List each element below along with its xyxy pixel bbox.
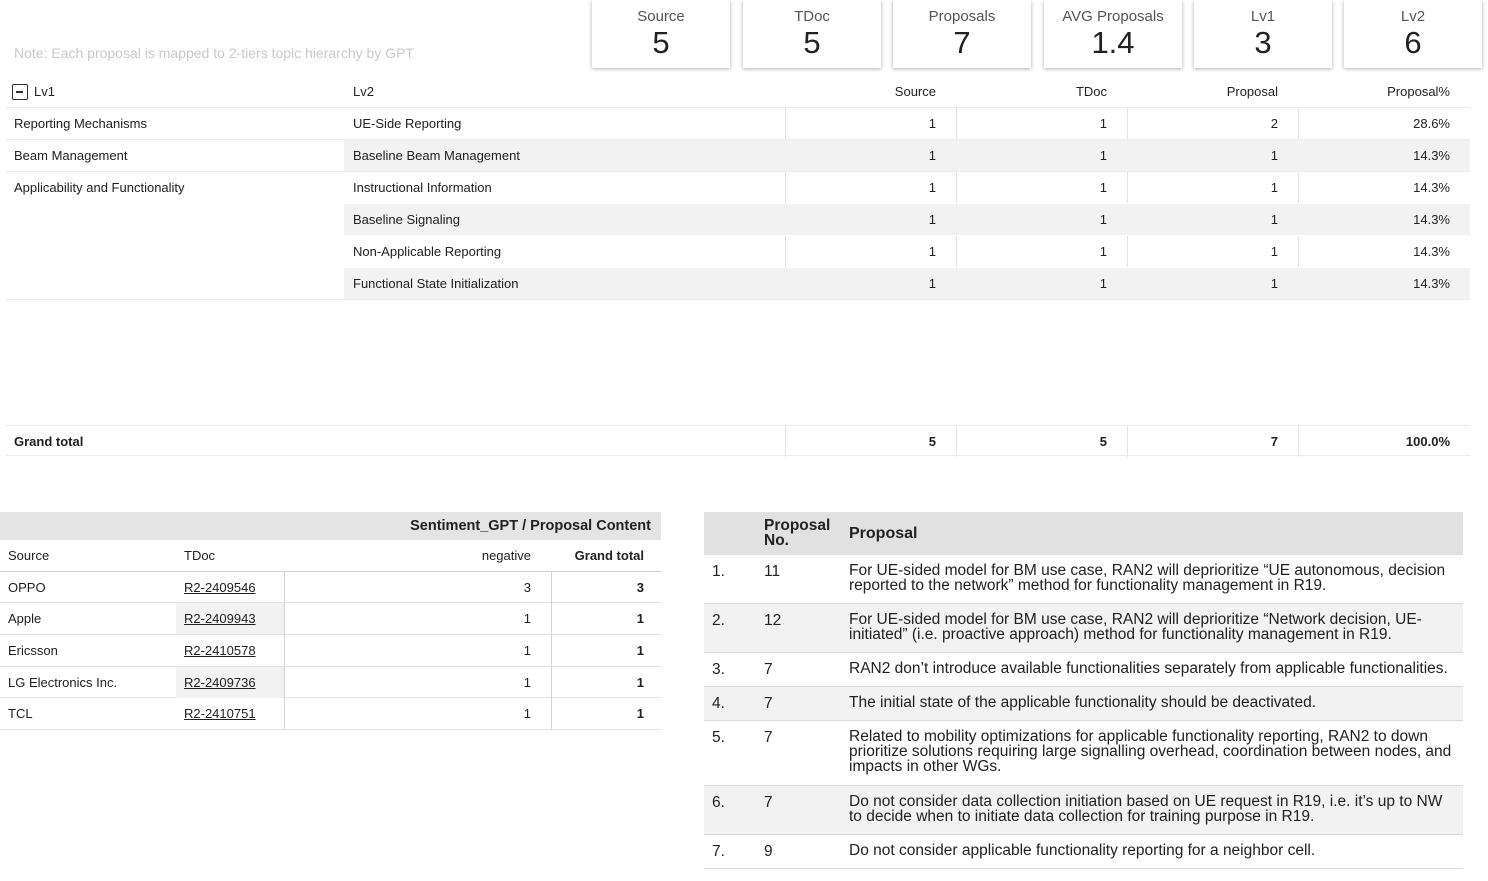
grand-total-label: Grand total <box>14 434 84 449</box>
table-row <box>704 835 1463 869</box>
pivot-cell-lv1 <box>14 268 344 299</box>
kpi-label: Lv1 <box>1250 8 1276 25</box>
pivot-cell-lv2: Baseline Signaling <box>353 212 460 227</box>
header-proposal[interactable]: Proposal <box>849 525 918 542</box>
table-row <box>704 721 1463 786</box>
pivot-row <box>6 108 1470 140</box>
cell-negative: 3 <box>523 579 531 595</box>
pivot-grand-total-row <box>6 426 1470 458</box>
row-index: 4. <box>712 695 725 712</box>
table-row <box>704 555 1463 604</box>
pivot-row <box>6 204 1470 236</box>
proposal-no: 12 <box>764 612 782 629</box>
pivot-cell-source: 1 <box>928 276 936 291</box>
pivot-header-proposal-pct[interactable]: Proposal% <box>1387 84 1450 99</box>
proposal-no: 9 <box>764 843 773 860</box>
pivot-header-proposal[interactable]: Proposal <box>1226 84 1278 99</box>
cell-source: OPPO <box>8 579 46 595</box>
pivot-cell-lv2: Instructional Information <box>353 180 492 195</box>
header-proposal-no-line2: No. <box>764 532 789 549</box>
proposal-text: RAN2 don’t introduce available functionalities separately from applicable functionalities. <box>849 660 1448 677</box>
pivot-cell-proposal-pct: 14.3% <box>1413 180 1450 195</box>
header-proposal-no[interactable] <box>764 518 830 548</box>
cell-negative: 1 <box>523 706 531 722</box>
tdoc-link[interactable]: R2-2409546 <box>184 579 256 595</box>
pivot-header-tdoc[interactable]: TDoc <box>1075 84 1107 99</box>
kpi-value: 6 <box>1404 25 1422 60</box>
proposal-text: Related to mobility optimizations for applicable functionality reporting, RAN2 to down prioritize solutions requiring large signalling overhead, coordination between nodes, and impacts in other WGs. <box>849 728 1452 775</box>
cell-grand-total: 3 <box>636 579 644 595</box>
pivot-cell-proposal: 1 <box>1270 244 1278 259</box>
kpi-card-proposals <box>893 0 1031 68</box>
kpi-card-lv1 <box>1194 0 1332 68</box>
kpi-card-tdoc <box>743 0 881 68</box>
pivot-header-row <box>6 76 1470 108</box>
tdoc-link[interactable]: R2-2410578 <box>184 643 256 659</box>
pivot-cell-source: 1 <box>928 116 936 131</box>
sentiment-header-row <box>0 540 661 572</box>
kpi-label: TDoc <box>794 8 830 25</box>
pivot-cell-tdoc: 1 <box>1099 148 1107 163</box>
pivot-cell-proposal-pct: 14.3% <box>1413 148 1450 163</box>
pivot-row <box>6 172 1470 204</box>
cell-grand-total: 1 <box>636 706 644 722</box>
kpi-label: Proposals <box>928 8 996 25</box>
pivot-row <box>6 140 1470 172</box>
row-index: 2. <box>712 612 725 629</box>
table-row <box>0 635 661 667</box>
table-row <box>0 603 661 635</box>
pivot-cell-lv1: Applicability and Functionality <box>14 180 185 195</box>
tdoc-link[interactable]: R2-2409943 <box>184 611 256 627</box>
proposal-text: Do not consider data collection initiation based on UE request in R19, i.e. it’s up to NW to decide when to initiate data collection for training purpose in R19. <box>849 793 1443 825</box>
pivot-cell-proposal-pct: 28.6% <box>1413 116 1450 131</box>
pivot-cell-lv1: Reporting Mechanisms <box>14 116 147 131</box>
kpi-card-source <box>592 0 730 68</box>
proposal-text: For UE-sided model for BM use case, RAN2 will deprioritize “Network decision, UE-initiated” (i.e. proactive approach) method for functionality management in R19. <box>849 611 1422 643</box>
kpi-card-avg-proposals <box>1044 0 1182 68</box>
tdoc-link[interactable]: R2-2410751 <box>184 706 256 722</box>
kpi-label: Lv2 <box>1400 8 1426 25</box>
pivot-cell-tdoc: 1 <box>1099 244 1107 259</box>
proposal-no: 7 <box>764 695 773 712</box>
pivot-cell-lv1: Beam Management <box>14 148 128 163</box>
table-row <box>704 786 1463 835</box>
pivot-cell-lv1 <box>14 204 344 235</box>
proposal-no: 7 <box>764 794 773 811</box>
kpi-value: 5 <box>803 25 821 60</box>
cell-source: Apple <box>8 611 42 627</box>
header-source[interactable]: Source <box>8 548 50 563</box>
pivot-cell-proposal: 1 <box>1270 276 1278 291</box>
proposal-text: For UE-sided model for BM use case, RAN2 will deprioritize “UE autonomous, decision reported to the network” method for functionality management in R19. <box>849 562 1446 594</box>
pivot-cell-lv2: UE-Side Reporting <box>353 116 462 131</box>
pivot-cell-source: 1 <box>928 212 936 227</box>
grand-total-tdoc: 5 <box>1099 434 1107 449</box>
pivot-cell-tdoc: 1 <box>1099 116 1107 131</box>
proposal-text: Do not consider applicable functionality reporting for a neighbor cell. <box>849 842 1316 859</box>
sentiment-source-table <box>0 512 661 730</box>
header-grand-total[interactable]: Grand total <box>574 548 644 563</box>
table-row <box>0 667 661 699</box>
pivot-header-lv2[interactable]: Lv2 <box>353 84 374 99</box>
table-row <box>0 572 661 604</box>
proposal-no: 7 <box>764 729 773 746</box>
cell-source: LG Electronics Inc. <box>8 674 118 690</box>
table-row <box>704 604 1463 653</box>
pivot-header-lv1[interactable]: Lv1 <box>34 84 55 99</box>
pivot-cell-proposal: 1 <box>1270 148 1278 163</box>
row-index: 3. <box>712 661 725 678</box>
table-row <box>704 687 1463 721</box>
proposal-table <box>704 512 1463 869</box>
proposal-no: 7 <box>764 661 773 678</box>
grand-total-proposal: 7 <box>1270 434 1278 449</box>
kpi-label: Source <box>637 8 685 25</box>
row-index: 1. <box>712 563 725 580</box>
pivot-cell-tdoc: 1 <box>1099 212 1107 227</box>
pivot-cell-lv2: Non-Applicable Reporting <box>353 244 502 259</box>
sentiment-table-title: Sentiment_GPT / Proposal Content <box>0 512 661 540</box>
pivot-row <box>6 268 1470 300</box>
pivot-cell-proposal: 1 <box>1270 180 1278 195</box>
pivot-cell-proposal-pct: 14.3% <box>1413 244 1450 259</box>
proposal-text: The initial state of the applicable functionality should be deactivated. <box>849 694 1317 711</box>
cell-source: Ericsson <box>8 643 58 659</box>
table-row <box>704 653 1463 687</box>
cell-source: TCL <box>8 706 33 722</box>
proposal-no: 11 <box>764 563 781 580</box>
collapse-icon[interactable] <box>12 84 28 100</box>
table-row <box>0 698 661 730</box>
pivot-row <box>6 236 1470 268</box>
pivot-cell-proposal: 1 <box>1270 212 1278 227</box>
proposal-header-row <box>704 512 1463 555</box>
header-negative[interactable]: negative <box>481 548 531 563</box>
cell-grand-total: 1 <box>636 674 644 690</box>
pivot-cell-proposal-pct: 14.3% <box>1413 212 1450 227</box>
header-tdoc[interactable]: TDoc <box>184 548 216 563</box>
pivot-cell-source: 1 <box>928 244 936 259</box>
kpi-value: 7 <box>953 25 971 60</box>
grand-total-proposal-pct: 100.0% <box>1405 434 1450 449</box>
cell-negative: 1 <box>523 611 531 627</box>
pivot-cell-lv1 <box>14 236 344 267</box>
header-proposal-no-line1: Proposal <box>764 517 831 534</box>
cell-grand-total: 1 <box>636 611 644 627</box>
grand-total-source: 5 <box>928 434 936 449</box>
topic-pivot-table <box>6 76 1470 456</box>
cell-negative: 1 <box>523 643 531 659</box>
pivot-cell-source: 1 <box>928 180 936 195</box>
row-index: 7. <box>712 843 725 860</box>
kpi-label: AVG Proposals <box>1062 8 1164 25</box>
cell-grand-total: 1 <box>636 643 644 659</box>
pivot-cell-source: 1 <box>928 148 936 163</box>
pivot-cell-lv2: Functional State Initialization <box>353 276 519 291</box>
hierarchy-note: Note: Each proposal is mapped to 2-tiers topic hierarchy by GPT <box>14 45 414 61</box>
pivot-header-source[interactable]: Source <box>894 84 936 99</box>
pivot-cell-proposal: 2 <box>1270 116 1278 131</box>
kpi-value: 3 <box>1254 25 1272 60</box>
kpi-card-lv2 <box>1344 0 1482 68</box>
kpi-value: 5 <box>652 25 670 60</box>
cell-negative: 1 <box>523 674 531 690</box>
tdoc-link[interactable]: R2-2409736 <box>184 674 256 690</box>
row-index: 5. <box>712 729 725 746</box>
pivot-cell-lv2: Baseline Beam Management <box>353 148 520 163</box>
pivot-cell-tdoc: 1 <box>1099 180 1107 195</box>
row-index: 6. <box>712 794 725 811</box>
pivot-cell-proposal-pct: 14.3% <box>1413 276 1450 291</box>
pivot-cell-tdoc: 1 <box>1099 276 1107 291</box>
kpi-value: 1.4 <box>1091 25 1135 60</box>
